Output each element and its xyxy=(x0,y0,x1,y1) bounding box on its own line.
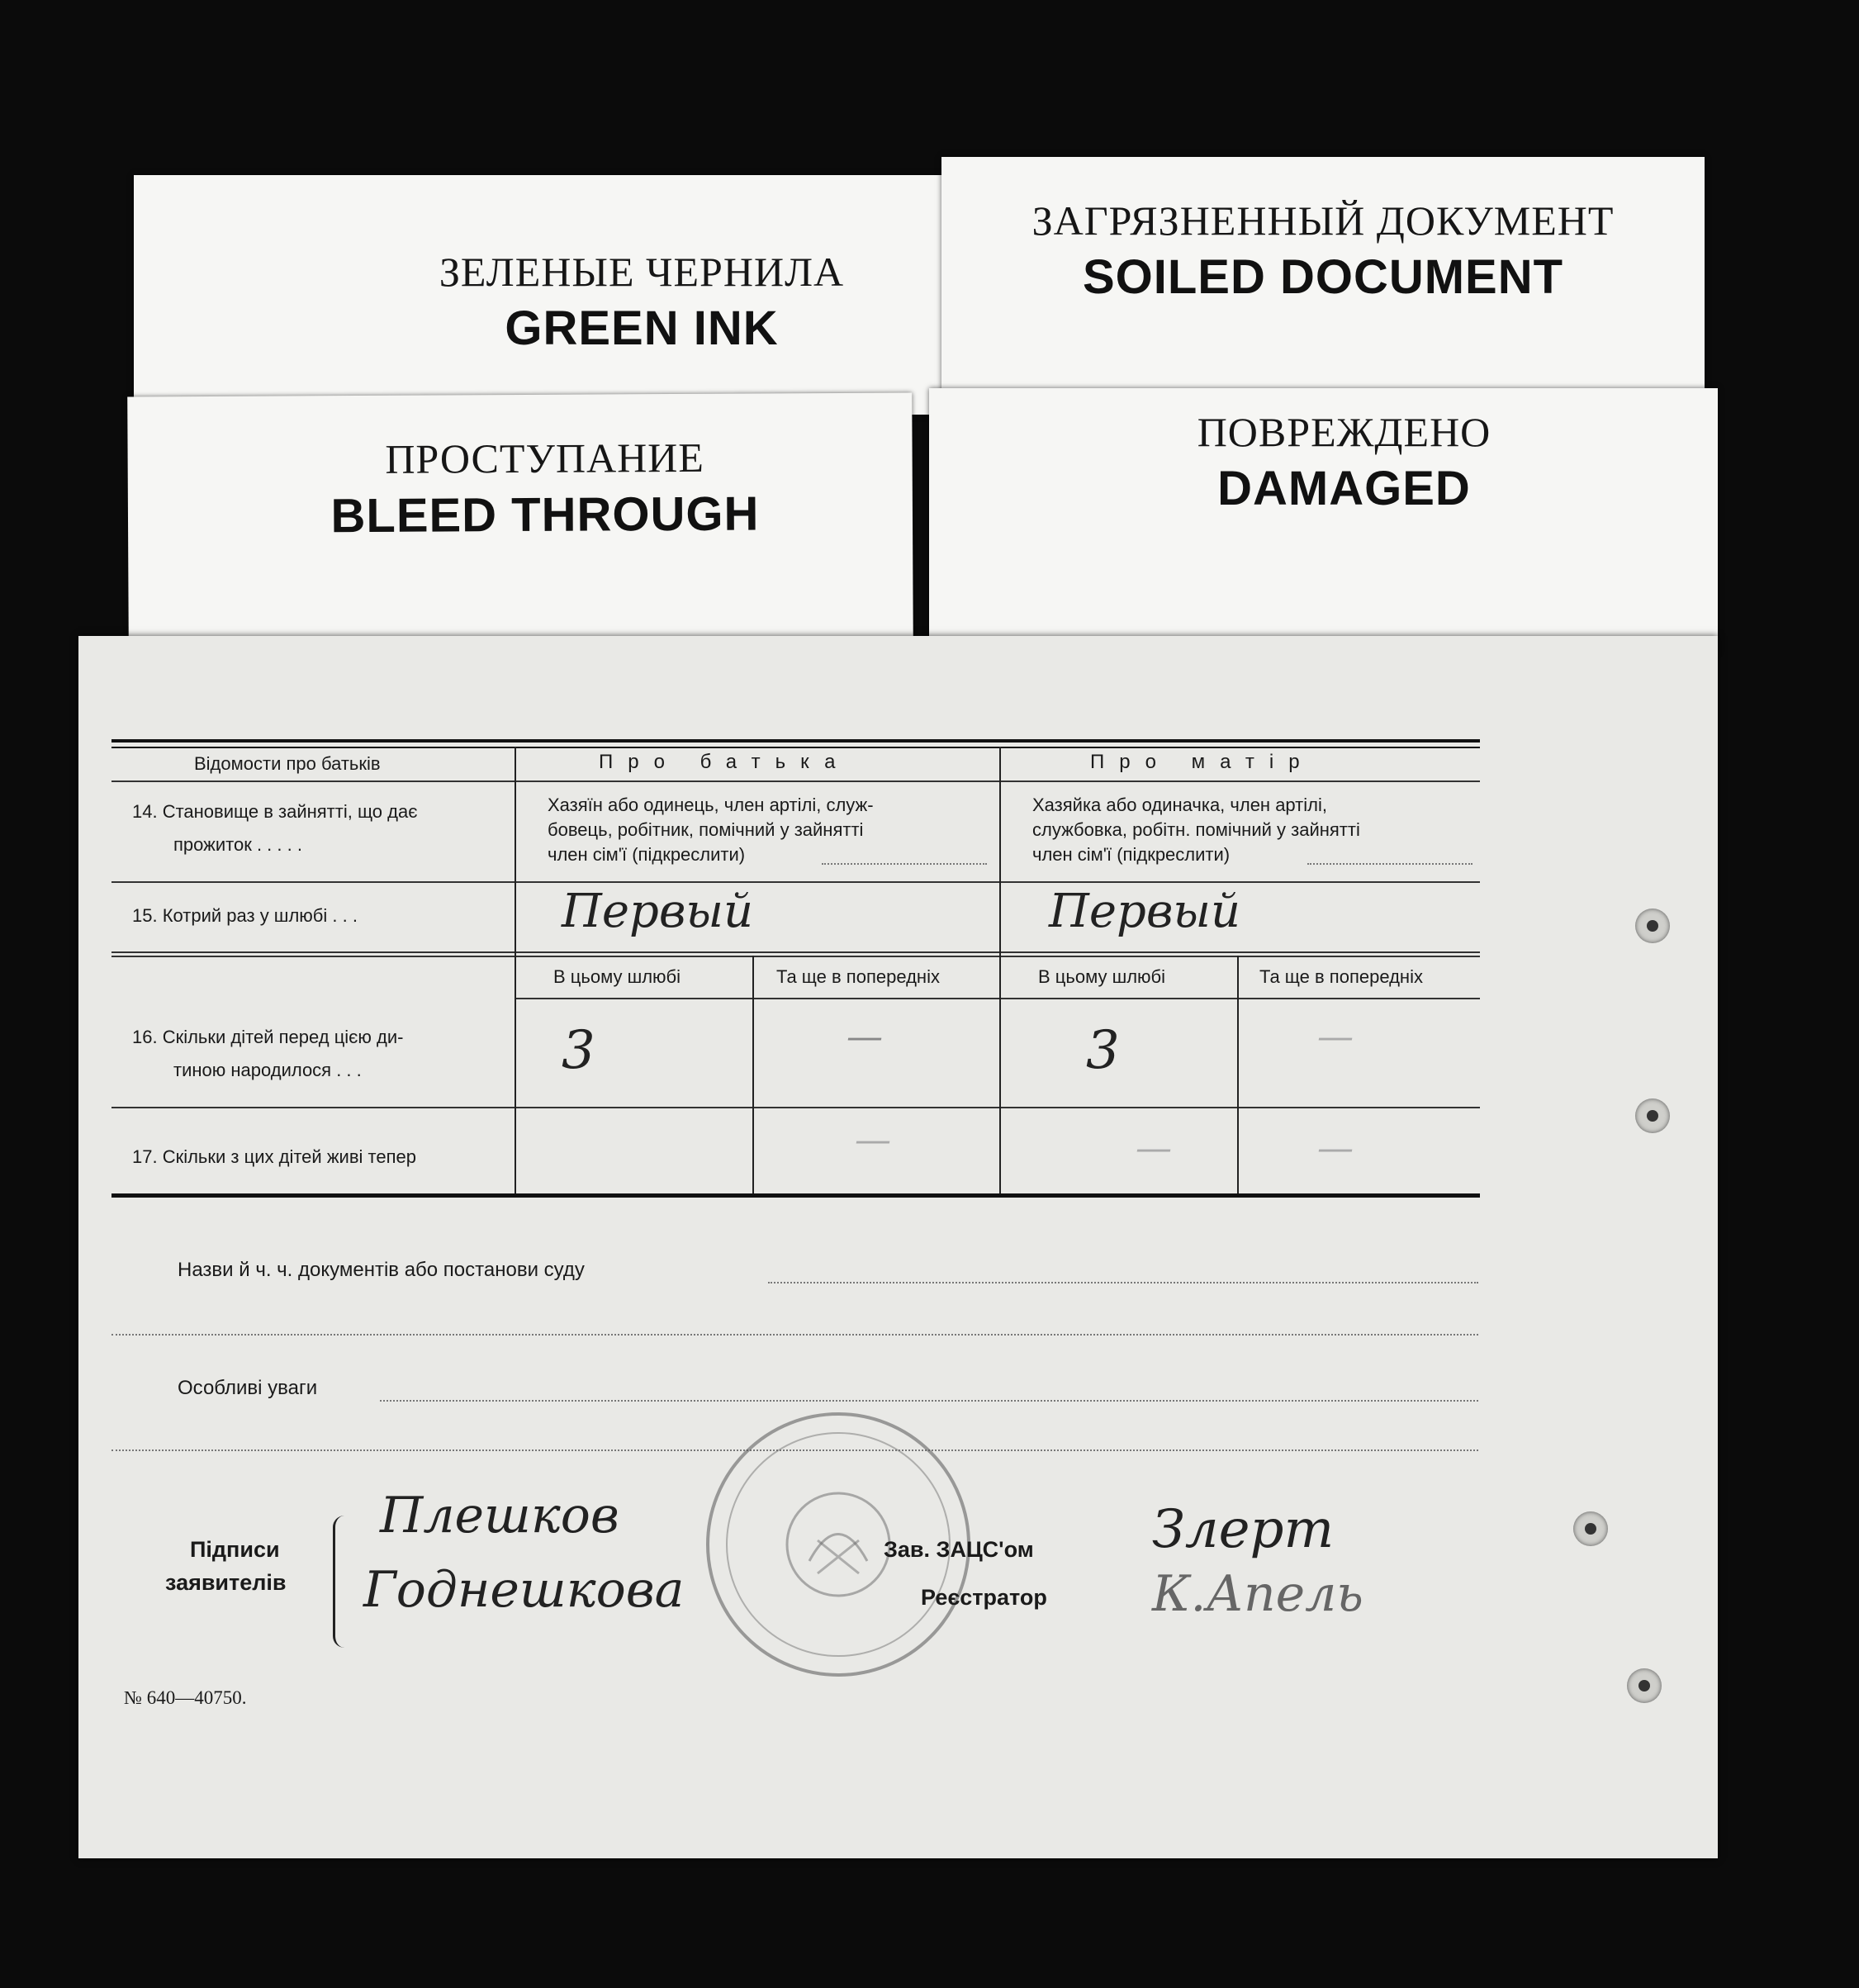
header-father: Про батька xyxy=(599,751,851,773)
punch-hole xyxy=(1573,1511,1608,1546)
registry-head-signature: Злерт xyxy=(1152,1499,1335,1560)
subheader-father-this: В цьому шлюбі xyxy=(553,966,681,987)
card-title-en: SOILED DOCUMENT xyxy=(1082,250,1564,304)
header-parents-info: Відомости про батьків xyxy=(194,753,381,774)
row17-mother-this: — xyxy=(1136,1127,1172,1170)
label-card-green-ink xyxy=(134,175,960,415)
row14-label-line2: прожиток . . . . . xyxy=(173,834,302,855)
signatures-label-line1: Підписи xyxy=(190,1537,280,1562)
row16-label-line1: 16. Скільки дітей перед цією ди- xyxy=(132,1027,404,1047)
punch-hole xyxy=(1635,1098,1670,1133)
row14-father-line1: Хазяїн або одинець, член артілі, служ- xyxy=(548,795,874,815)
punch-hole xyxy=(1635,909,1670,943)
card-title-ru: ПРОСТУПАНИЕ xyxy=(385,434,705,482)
subheader-father-previous: Та ще в попередніх xyxy=(776,966,940,987)
row16-mother-previous: — xyxy=(1317,1016,1354,1058)
row15-mother-value: Первый xyxy=(1049,885,1241,938)
row16-father-this: 3 xyxy=(562,1020,595,1081)
row17-label: 17. Скільки з цих дітей живі тепер xyxy=(132,1146,416,1167)
form-number: № 640—40750. xyxy=(124,1687,247,1708)
row14-father-line3: член сім'ї (підкреслити) xyxy=(548,844,746,865)
label-card-damaged xyxy=(929,388,1718,652)
row15-label: 15. Котрий раз у шлюбі . . . xyxy=(132,905,358,926)
row16-father-previous: — xyxy=(847,1016,883,1058)
card-title-ru: ЗАГРЯЗНЕННЫЙ ДОКУМЕНТ xyxy=(1031,197,1615,244)
documents-label: Назви й ч. ч. документів або постанови суду xyxy=(178,1259,585,1281)
card-title-en: GREEN INK xyxy=(505,301,779,355)
card-title-en: DAMAGED xyxy=(1217,462,1471,515)
label-card-soiled-document xyxy=(941,157,1705,405)
notes-label: Особливі уваги xyxy=(178,1377,318,1399)
card-title-ru: ЗЕЛЕНЫЕ ЧЕРНИЛА xyxy=(439,249,845,295)
signature-brace xyxy=(333,1516,352,1648)
row14-label-line1: 14. Становище в зайнятті, що дає xyxy=(132,801,418,822)
registrar-signature: К.Апель xyxy=(1152,1565,1363,1623)
subheader-mother-this: В цьому шлюбі xyxy=(1038,966,1166,987)
subheader-mother-previous: Та ще в попередніх xyxy=(1259,966,1423,987)
card-title-ru: ПОВРЕЖДЕНО xyxy=(1197,409,1491,455)
row14-mother-line1: Хазяйка або одиначка, член артілі, xyxy=(1032,795,1327,815)
applicant-signature-1: Плешков xyxy=(380,1487,619,1544)
row14-mother-line3: член сім'ї (підкреслити) xyxy=(1032,844,1231,865)
row17-mother-previous: — xyxy=(1317,1127,1354,1170)
row14-mother-line2: службовка, робітн. помічний у зайнятті xyxy=(1032,819,1360,840)
row17-father-previous: — xyxy=(855,1119,891,1161)
row15-father-value: Первый xyxy=(562,885,754,938)
registrar-label: Реєстратор xyxy=(921,1585,1047,1610)
row14-father-line2: бовець, робітник, помічний у зайнятті xyxy=(548,819,864,840)
applicant-signature-2: Годнешкова xyxy=(363,1561,685,1619)
registry-head-label: Зав. ЗАЦС'ом xyxy=(884,1537,1034,1562)
parents-info-table xyxy=(111,739,1480,1198)
punch-hole xyxy=(1627,1668,1662,1703)
row16-mother-this: 3 xyxy=(1086,1020,1120,1081)
registry-form-sheet xyxy=(78,636,1718,1858)
label-card-bleed-through xyxy=(127,393,913,645)
signatures-label-line2: заявителів xyxy=(165,1570,287,1595)
card-title-en: BLEED THROUGH xyxy=(330,486,760,543)
header-mother: Про матір xyxy=(1090,751,1315,773)
row16-label-line2: тиною народилося . . . xyxy=(173,1060,362,1080)
